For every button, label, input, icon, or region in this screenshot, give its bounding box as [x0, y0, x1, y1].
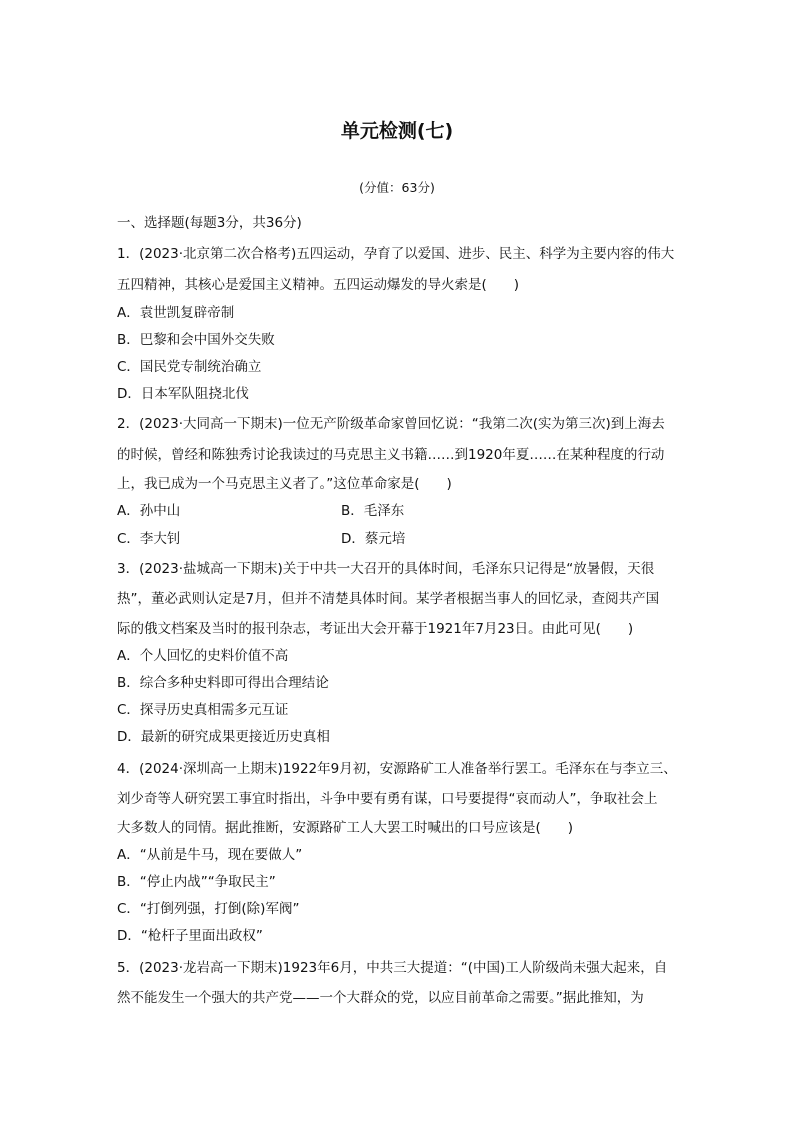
q2-option-b: B．毛泽东 — [341, 503, 405, 519]
q2-line-1: 2．(2023·大同高一下期末)一位无产阶级革命家曾回忆说：“我第二次(实为第三次)到上海去 — [117, 416, 665, 432]
q5-line-1: 5．(2023·龙岩高一下期末)1923年6月，中共三大提道：“(中国)工人阶级尚未强大起来，自 — [117, 960, 668, 976]
q1-option-a: A．袁世凯复辟帝制 — [117, 305, 235, 321]
q4-option-d: D．“枪杆子里面出政权” — [117, 928, 263, 944]
q3-option-a: A．个人回忆的史料价值不高 — [117, 648, 289, 664]
q2-line-2: 的时候，曾经和陈独秀讨论我读过的马克思主义书籍……到1920年夏……在某种程度的行动 — [117, 447, 665, 463]
section-heading: 一、选择题(每题3分，共36分) — [117, 215, 302, 231]
q1-line-2: 五四精神，其核心是爱国主义精神。五四运动爆发的导火索是( ) — [117, 277, 520, 293]
page-title: 单元检测(七) — [340, 120, 454, 142]
q2-option-c: C．李大钊 — [117, 531, 181, 547]
q1-option-d: D．日本军队阻挠北伐 — [117, 386, 249, 402]
q3-line-2: 热”，董必武则认定是7月，但并不清楚具体时间。某学者根据当事人的回忆录，查阅共产国 — [117, 591, 660, 607]
q4-line-1: 4．(2024·深圳高一上期末)1922年9月初，安源路矿工人准备举行罢工。毛泽东在与李立三、 — [117, 761, 677, 777]
q4-option-a: A．“从前是牛马，现在要做人” — [117, 847, 303, 863]
q3-option-b: B．综合多种史料即可得出合理结论 — [117, 675, 329, 691]
q2-line-3: 上，我已成为一个马克思主义者了。”这位革命家是( ) — [117, 476, 452, 492]
q2-option-a: A．孙中山 — [117, 503, 181, 519]
q4-option-b: B．“停止内战”“争取民主” — [117, 874, 276, 890]
q3-option-d: D．最新的研究成果更接近历史真相 — [117, 729, 330, 745]
q1-option-c: C．国民党专制统治确立 — [117, 359, 262, 375]
q4-line-2: 刘少奇等人研究罢工事宜时指出，斗争中要有勇有谋，口号要提得“哀而动人”，争取社会上 — [117, 791, 658, 807]
q3-line-3: 际的俄文档案及当时的报刊杂志，考证出大会开幕于1921年7月23日。由此可见( ) — [117, 621, 634, 637]
q1-option-b: B．巴黎和会中国外交失败 — [117, 332, 275, 348]
q2-option-d: D．蔡元培 — [341, 531, 406, 547]
score-note: (分值：63分) — [359, 180, 435, 195]
q4-line-3: 大多数人的同情。据此推断，安源路矿工人大罢工时喊出的口号应该是( ) — [117, 820, 574, 836]
q5-line-2: 然不能发生一个强大的共产党——一个大群众的党，以应目前革命之需要。”据此推知，为 — [117, 990, 644, 1006]
q1-line-1: 1．(2023·北京第二次合格考)五四运动，孕育了以爱国、进步、民主、科学为主要内容的伟大 — [117, 246, 675, 262]
q3-line-1: 3．(2023·盐城高一下期末)关于中共一大召开的具体时间，毛泽东只记得是“放暑假，天很 — [117, 561, 655, 577]
q4-option-c: C．“打倒列强，打倒(除)军阀” — [117, 901, 300, 917]
q3-option-c: C．探寻历史真相需多元互证 — [117, 702, 289, 718]
